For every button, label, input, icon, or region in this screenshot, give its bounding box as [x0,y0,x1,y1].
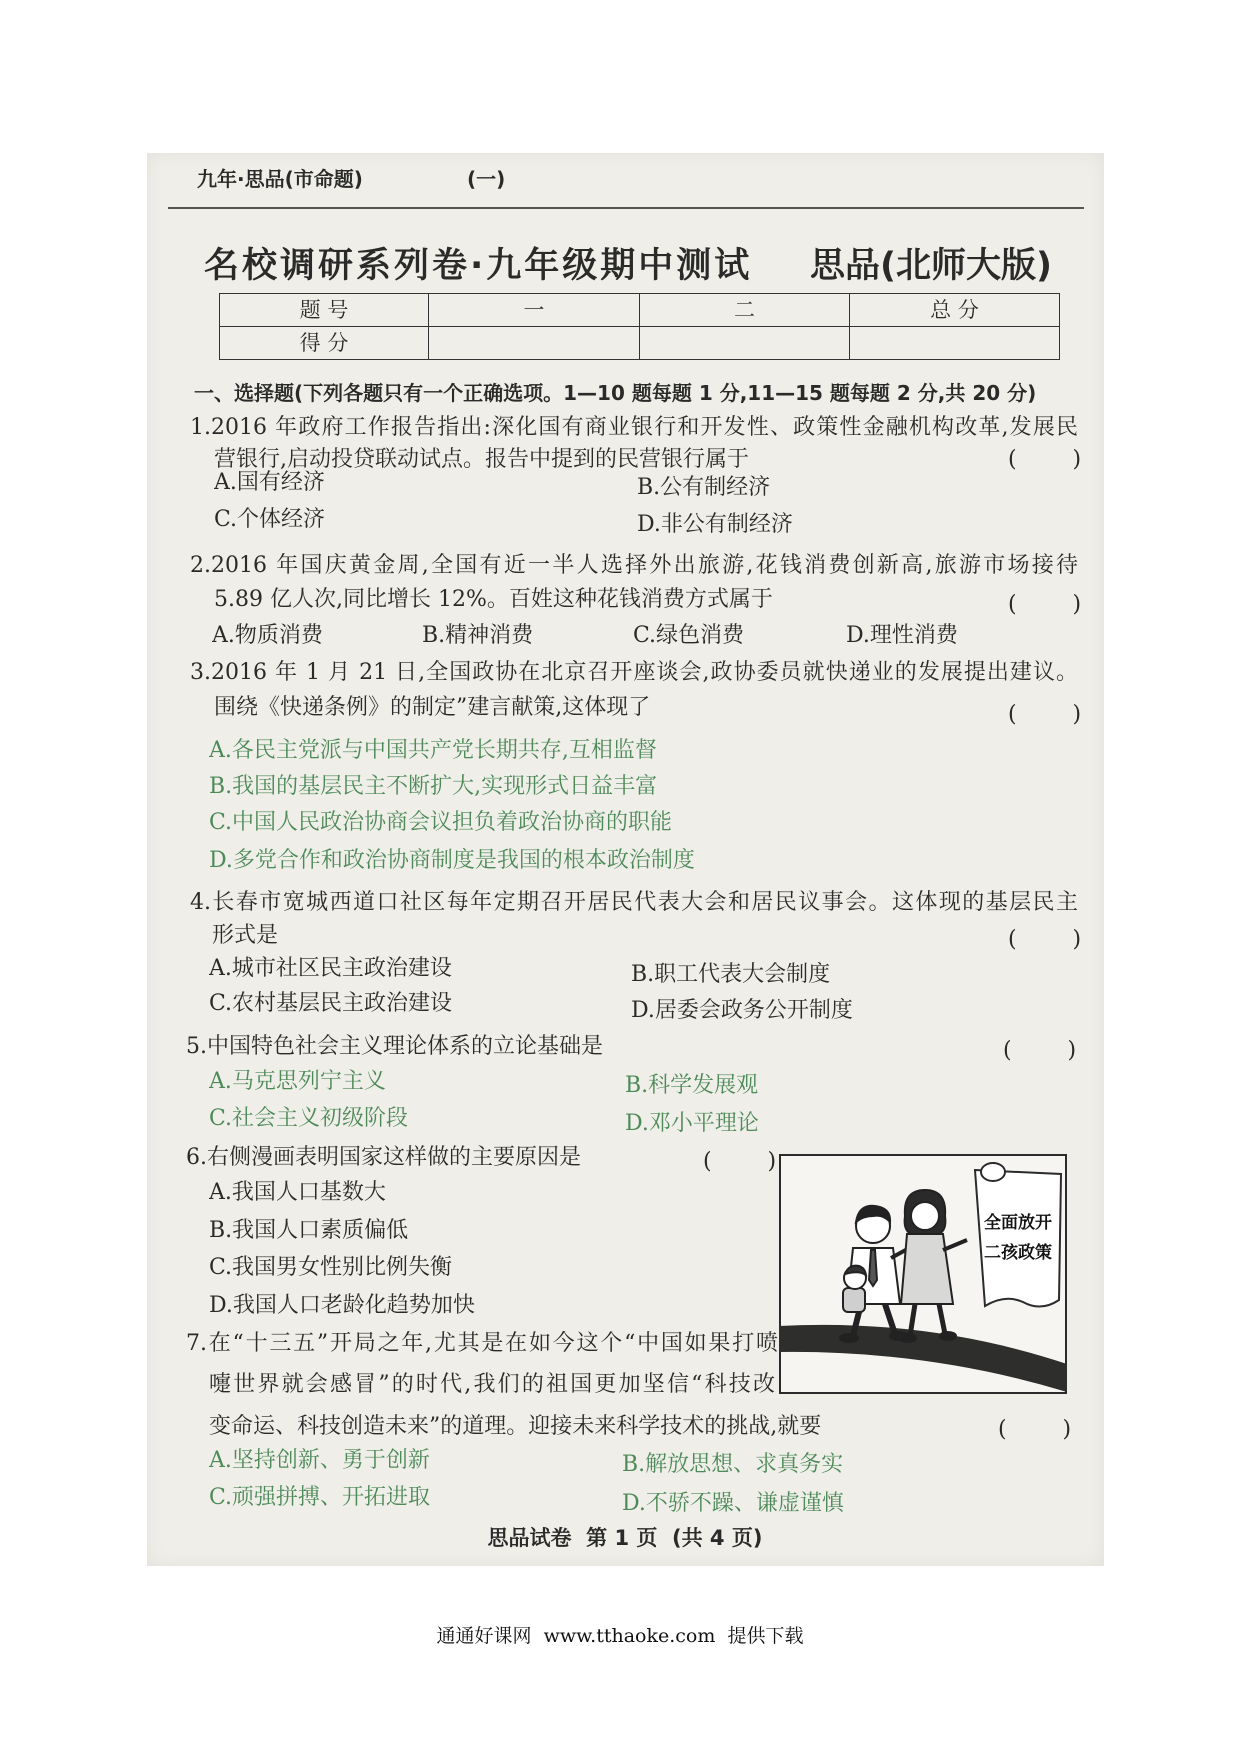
option-b: B.解放思想、求真务实 [622,1452,844,1477]
score-cell [850,327,1060,360]
option-d: D.居委会政务公开制度 [631,998,853,1023]
option-b: B.科学发展观 [625,1073,759,1098]
question-stem-line: 围绕《快递条例》的制定”建言献策,这体现了 [214,695,651,720]
option-c: C.绿色消费 [633,623,745,648]
option-b: B.精神消费 [422,623,534,648]
site-footer: 通通好课网 www.tthaoke.com 提供下载 [436,1625,804,1647]
question-stem-line: 营银行,启动投贷联动试点。报告中提到的民营银行属于 [214,447,749,472]
option-c: C.农村基层民主政治建设 [209,991,453,1016]
cartoon-sign [975,1163,1061,1307]
answer-bracket: ( ) [703,1149,777,1174]
cartoon-child [843,1266,866,1312]
question-stem-line: 5.中国特色社会主义理论体系的立论基础是 [186,1034,603,1059]
sign-text-line: 全面放开 [984,1213,1052,1233]
option-c: C.个体经济 [214,507,326,532]
question-stem-line: 1.2016 年政府工作报告指出:深化国有商业银行和开发性、政策性金融机构改革,发展民 [190,415,1078,440]
option-c: C.社会主义初级阶段 [209,1106,409,1131]
score-table-column: 二 [640,294,850,327]
score-table-header-row [220,294,1060,327]
question-stem-line: 6.右侧漫画表明国家这样做的主要原因是 [186,1145,581,1170]
option-a: A.国有经济 [214,470,325,495]
exam-title: 名校调研系列卷·九年级期中测试 [204,246,753,286]
option-d: D.邓小平理论 [625,1111,759,1136]
option-a: A.城市社区民主政治建设 [209,956,452,981]
option-b: B.公有制经济 [637,475,771,500]
score-table [219,293,1060,360]
answer-bracket: ( ) [1008,702,1082,727]
header-volume: (一) [467,167,506,191]
option-a: A.坚持创新、勇于创新 [209,1448,430,1473]
score-table-column: 一 [429,294,640,327]
question-stem-line: 变命运、科技创造未来”的道理。迎接未来科学技术的挑战,就要 [209,1414,822,1439]
section-heading: 一、选择题(下列各题只有一个正确选项。1—10 题每题 1 分,11—15 题每题 2 分,共 20 分) [194,381,1037,405]
option-c: C.顽强拼搏、开拓进取 [209,1485,431,1510]
score-cell [429,327,640,360]
answer-bracket: ( ) [998,1417,1072,1442]
question-stem-line: 7.在“十三五”开局之年,尤其是在如今这个“中国如果打喷 [186,1331,778,1356]
sign-text-line: 二孩政策 [984,1243,1052,1263]
answer-bracket: ( ) [1008,592,1082,617]
option-a: A.我国人口基数大 [209,1180,386,1205]
sign-paper [975,1170,1061,1307]
option-d: D.非公有制经济 [637,512,793,537]
question-stem-line: 2.2016 年国庆黄金周,全国有近一半人选择外出旅游,花钱消费创新高,旅游市场接待 [190,553,1078,578]
option-d: D.我国人口老龄化趋势加快 [209,1293,475,1318]
question-stem-line: 5.89 亿人次,同比增长 12%。百姓这种花钱消费方式属于 [214,587,773,612]
option-b: B.我国的基层民主不断扩大,实现形式日益丰富 [209,774,658,799]
option-d: D.不骄不躁、谦虚谨慎 [622,1491,844,1516]
score-table-row-label: 题 号 [220,294,429,327]
option-b: B.我国人口素质偏低 [209,1218,409,1243]
option-c: C.我国男女性别比例失衡 [209,1255,453,1280]
option-d: D.理性消费 [846,623,958,648]
score-table-score-row [220,327,1060,360]
question-stem-line: 3.2016 年 1 月 21 日,全国政协在北京召开座谈会,政协委员就快递业的发展提出建议。 [190,660,1078,685]
exam-edition: 思品(北师大版) [810,246,1052,286]
question-stem-line: 4.长春市宽城西道口社区每年定期召开居民代表大会和居民议事会。这体现的基层民主 [190,890,1078,915]
cartoon-hand [981,1163,1005,1181]
cartoon-illustration [779,1154,1067,1394]
header-subject: 九年·思品(市命题) [197,167,363,191]
header-rule [168,207,1084,209]
option-a: A.物质消费 [212,623,323,648]
option-d: D.多党合作和政治协商制度是我国的根本政治制度 [209,848,695,873]
score-cell [640,327,850,360]
answer-bracket: ( ) [1008,447,1082,472]
answer-bracket: ( ) [1008,927,1082,952]
page-footer: 思品试卷 第 1 页 (共 4 页) [487,1526,763,1550]
score-table-column: 总 分 [850,294,1060,327]
policy-cartoon [779,1154,1067,1394]
option-b: B.职工代表大会制度 [631,962,831,987]
option-c: C.中国人民政治协商会议担负着政治协商的职能 [209,810,673,835]
option-a: A.马克思列宁主义 [209,1069,386,1094]
question-stem-line: 嚏世界就会感冒”的时代,我们的祖国更加坚信“科技改 [209,1372,775,1397]
option-a: A.各民主党派与中国共产党长期共存,互相监督 [209,738,657,763]
answer-bracket: ( ) [1003,1038,1077,1063]
question-stem-line: 形式是 [212,923,279,948]
score-table-row-label: 得 分 [220,327,429,360]
